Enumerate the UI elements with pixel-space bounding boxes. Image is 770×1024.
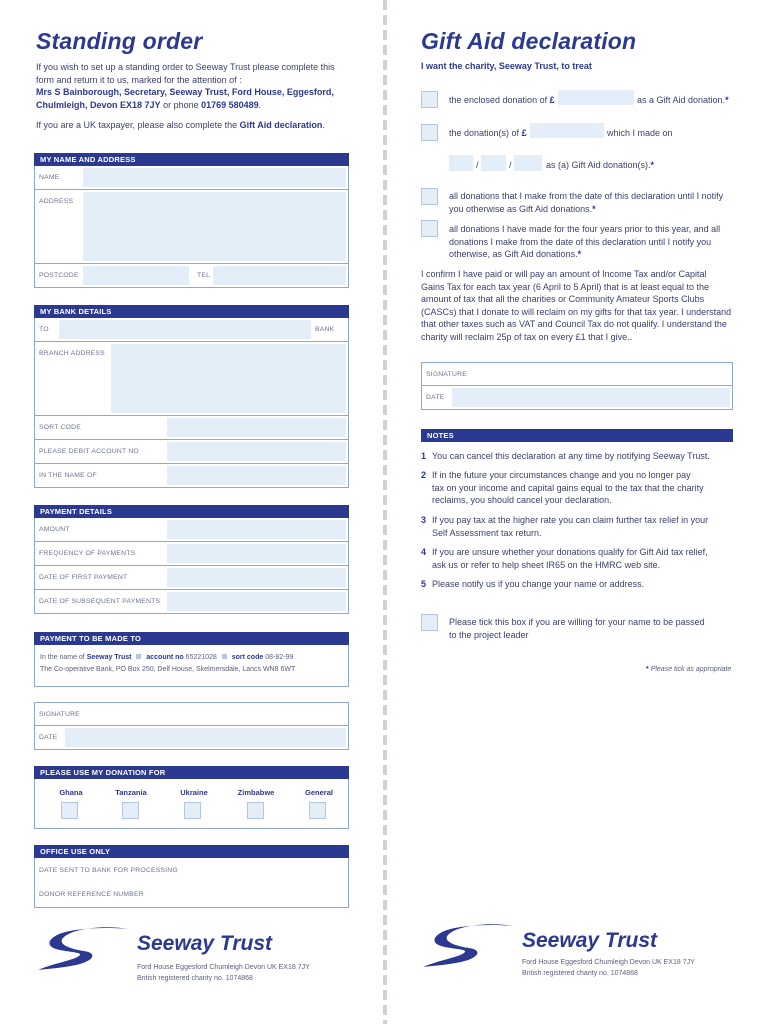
note-line: ask us or refer to help sheet IR65 on the HMRC web site. <box>432 559 661 570</box>
checkbox-enclosed-donation[interactable] <box>421 91 438 108</box>
donation-for-header: PLEASE USE MY DONATION FOR <box>34 766 349 779</box>
first-payment-label: DATE OF FIRST PAYMENT <box>39 574 128 581</box>
taxpayer-text: If you are a UK taxpayer, please also complete the <box>36 120 238 130</box>
brand-name-left: Seeway Trust <box>137 932 273 955</box>
period: . <box>322 120 325 130</box>
note-line: If in the future your circumstances change and you no longer pay <box>432 470 691 480</box>
date-slash-1: / <box>476 160 479 170</box>
date-day-field[interactable] <box>449 155 473 171</box>
office-use-box <box>34 858 349 908</box>
note-5 <box>421 578 751 591</box>
sort-code-value: 08-92-99 <box>265 654 294 661</box>
option1-suffix-wrap <box>637 94 729 107</box>
confirm-line: charity will reclaim 25p of tax on every £1 that I give.. <box>421 331 633 342</box>
date-sent-label: DATE SENT TO BANK FOR PROCESSING <box>39 867 178 874</box>
postcode-label: POSTCODE <box>39 272 79 279</box>
branch-address-label: BRANCH ADDRESS <box>39 350 105 357</box>
payee-name: Seeway Trust <box>86 654 132 661</box>
option1-suffix: as a Gift Aid donation. <box>637 95 726 105</box>
account-name-label: IN THE NAME OF <box>39 472 97 479</box>
checkbox-general[interactable] <box>309 802 326 819</box>
frequency-label: FREQUENCY OF PAYMENTS <box>39 550 136 557</box>
pound-sign: £ <box>549 95 555 105</box>
amount-label: AMOUNT <box>39 526 70 533</box>
first-payment-row <box>34 566 349 590</box>
option2-line <box>449 127 527 140</box>
note-line: tax on your income and capital gains equal to the tax that the charity <box>432 482 704 493</box>
sort-code-row <box>34 416 349 440</box>
bank-label: BANK <box>315 326 335 333</box>
donation-options-box <box>34 779 349 829</box>
or-phone-text: or phone <box>163 99 199 110</box>
gift-aid-date-label: DATE <box>426 394 445 401</box>
account-number: 65221028 <box>185 654 217 661</box>
option2-line2-wrap <box>546 159 654 172</box>
asterisk: * <box>592 203 596 214</box>
tick-note-text: Please tick as appropriate <box>650 666 732 673</box>
signature-row <box>34 702 349 726</box>
payment-details-header: PAYMENT DETAILS <box>34 505 349 518</box>
gift-aid-subtitle: I want the charity, Seeway Trust, to treat <box>421 61 592 71</box>
confirm-line: Gains Tax for each tax year (6 April to 5 April) that is at least equal to the <box>421 281 709 292</box>
address-field[interactable] <box>83 192 346 261</box>
note-line: If you are unsure whether your donations qualify for Gift Aid tax relief, <box>432 547 708 557</box>
standing-order-title: Standing order <box>36 28 203 54</box>
brand-address-left: Ford House Eggesford Chumleigh Devon UK EX18 7JY <box>137 964 310 971</box>
note-line: If you pay tax at the higher rate you can claim further tax relief in your <box>432 515 709 525</box>
checkbox-ghana[interactable] <box>61 802 78 819</box>
gift-aid-signature-row <box>421 362 733 386</box>
branch-address-field[interactable] <box>111 344 346 413</box>
enclosed-amount-field[interactable] <box>558 90 634 105</box>
address-line-1: Mrs S Bainborough, Secretary, Seeway Trust, Ford House, Eggesford, <box>36 87 334 97</box>
option1-line <box>449 94 555 107</box>
confirm-line: that other taxes such as VAT and Council Tax do not qualify. I understand the <box>421 319 727 329</box>
postcode-field[interactable] <box>83 266 189 285</box>
frequency-row <box>34 542 349 566</box>
pound-sign: £ <box>521 128 527 138</box>
payment-to-header: PAYMENT TO BE MADE TO <box>34 632 349 645</box>
option-label-zimbabwe: Zimbabwe <box>237 788 275 797</box>
date-row <box>34 726 349 750</box>
note-2 <box>421 469 751 505</box>
gift-aid-date-row <box>421 386 733 410</box>
bank-to-field[interactable] <box>59 320 311 339</box>
checkbox-project-leader[interactable] <box>421 614 438 631</box>
option3-text <box>449 190 749 215</box>
standing-order-intro <box>36 61 366 111</box>
confirm-line: amount of tax that all the charities or Community Amateur Sports Clubs <box>421 294 705 304</box>
intro-line-1: If you wish to set up a standing order to Seeway Trust please complete this <box>36 62 335 72</box>
option4-line2: donations I make from the date of this declaration until I notify you <box>449 236 712 247</box>
address-label: ADDRESS <box>39 198 74 205</box>
project-leader-line2: to the project leader <box>449 629 529 640</box>
note-text <box>432 546 708 571</box>
option-label-general: General <box>305 788 333 797</box>
note-line: Self Assessment tax return. <box>432 527 542 538</box>
gift-aid-signature-field[interactable] <box>472 365 730 383</box>
sort-code-label: SORT CODE <box>39 424 81 431</box>
name-label: NAME <box>39 174 60 181</box>
note-text: You can cancel this declaration at any time by notifying Seeway Trust. <box>432 451 710 461</box>
option-label-ghana: Ghana <box>59 788 83 797</box>
signature-field[interactable] <box>85 705 346 723</box>
brand-address-right: Ford House Eggesford Chumleigh Devon UK EX18 7JY <box>522 959 695 966</box>
project-leader-text <box>449 616 749 641</box>
confirm-line: (CASCs) that I donate to will reclaim on my gifts for that tax year. I understand <box>421 306 732 317</box>
date-month-field[interactable] <box>481 155 506 171</box>
note-text <box>432 514 708 539</box>
brand-charity-no-left: British registered charity no. 1074868 <box>137 975 253 982</box>
confirmation-text <box>421 268 751 343</box>
asterisk: * <box>650 160 655 170</box>
postcode-row <box>34 264 349 288</box>
option-label-tanzania: Tanzania <box>115 788 147 797</box>
gift-aid-link: Gift Aid declaration <box>239 120 323 130</box>
checkbox-ukraine[interactable] <box>184 802 201 819</box>
first-payment-field[interactable] <box>167 568 346 587</box>
debit-account-row <box>34 440 349 464</box>
subsequent-payment-label: DATE OF SUBSEQUENT PAYMENTS <box>39 598 161 605</box>
frequency-field[interactable] <box>167 544 346 563</box>
seeway-logo-icon <box>421 922 517 968</box>
to-label: TO <box>39 326 49 333</box>
option2-prefix: the donation(s) of <box>449 128 520 138</box>
checkbox-past-donations[interactable] <box>421 124 438 141</box>
amount-row <box>34 518 349 542</box>
account-no-label: account no <box>146 654 184 661</box>
period: . <box>258 99 262 110</box>
in-the-name-of-text: In the name of <box>40 654 85 661</box>
gift-aid-title: Gift Aid declaration <box>421 28 637 54</box>
checkbox-zimbabwe[interactable] <box>247 802 264 819</box>
address-line-2: Chulmleigh, Devon EX18 7JY <box>36 99 161 110</box>
note-number: 2 <box>421 470 427 480</box>
gift-aid-signature-label: SIGNATURE <box>426 371 467 378</box>
date-year-field[interactable] <box>514 155 542 171</box>
account-name-field[interactable] <box>167 466 346 485</box>
checkbox-tanzania[interactable] <box>122 802 139 819</box>
project-leader-line1: Please tick this box if you are willing for your name to be passed <box>449 617 705 627</box>
branch-address-row <box>34 342 349 416</box>
note-text <box>432 469 704 507</box>
option4-line3: otherwise, as Gift Aid donations. <box>449 249 578 259</box>
donor-ref-label: DONOR REFERENCE NUMBER <box>39 891 144 898</box>
past-amount-field[interactable] <box>530 123 604 138</box>
subsequent-payment-row <box>34 590 349 614</box>
note-1 <box>421 450 751 463</box>
signature-label: SIGNATURE <box>39 711 80 718</box>
address-row <box>34 190 349 264</box>
date-label: DATE <box>39 734 58 741</box>
bank-address-text: The Co-operative Bank, PO Box 250, Delf House, Skelmersdale, Lancs WN8 6WT <box>40 666 296 673</box>
option2-line2: as (a) Gift Aid donation(s). <box>546 160 651 170</box>
my-name-address-header: MY NAME AND ADDRESS <box>34 153 349 166</box>
note-number: 4 <box>421 547 427 557</box>
note-number: 5 <box>421 579 427 589</box>
amount-field[interactable] <box>167 520 346 539</box>
option2-suffix: which I made on <box>607 128 673 138</box>
bank-details-header: MY BANK DETAILS <box>34 305 349 318</box>
checkbox-four-years[interactable] <box>421 220 438 237</box>
name-row <box>34 166 349 190</box>
tel-label: TEL <box>197 272 211 279</box>
subsequent-payment-field[interactable] <box>167 592 346 611</box>
fold-divider <box>383 0 387 1024</box>
tick-note <box>646 666 731 673</box>
debit-account-label: PLEASE DEBIT ACCOUNT NO <box>39 448 139 455</box>
taxpayer-note <box>36 119 366 132</box>
note-3 <box>421 514 751 538</box>
separator-square <box>222 654 227 659</box>
tel-field[interactable] <box>213 266 346 285</box>
asterisk: * <box>577 249 582 259</box>
sort-code-text: sort code <box>231 654 264 661</box>
option4-text <box>449 223 749 261</box>
asterisk: * <box>725 95 729 105</box>
office-use-header: OFFICE USE ONLY <box>34 845 349 858</box>
asterisk: * <box>646 666 649 673</box>
date-field[interactable] <box>65 728 346 747</box>
name-field[interactable] <box>83 168 346 187</box>
option4-line1: all donations I have made for the four years prior to this year, and all <box>449 224 721 234</box>
brand-charity-no-right: British registered charity no. 1074868 <box>522 970 638 977</box>
payee-box <box>34 645 349 687</box>
note-number: 3 <box>421 515 427 525</box>
debit-account-field[interactable] <box>167 442 346 461</box>
option-label-ukraine: Ukraine <box>180 788 208 797</box>
bank-to-row <box>34 318 349 342</box>
note-number: 1 <box>421 451 427 461</box>
intro-line-2: form and return it to us, marked for the attention of : <box>36 74 242 85</box>
notes-header: NOTES <box>421 429 733 442</box>
phone-number: 01769 580489 <box>201 99 259 110</box>
option1-prefix: the enclosed donation of <box>449 95 548 105</box>
note-4 <box>421 546 751 570</box>
option3-line1: all donations that I make from the date of this declaration until I notify <box>449 191 724 201</box>
gift-aid-date-field[interactable] <box>452 388 730 407</box>
sort-code-field[interactable] <box>167 418 346 437</box>
seeway-logo-icon <box>36 925 132 971</box>
confirm-line: I confirm I have paid or will pay an amount of Income Tax and/or Capital <box>421 269 707 279</box>
note-text: Please notify us if you change your name or address. <box>432 579 645 589</box>
option3-line2: you otherwise as Gift Aid donations. <box>449 203 593 214</box>
brand-name-right: Seeway Trust <box>522 929 658 952</box>
separator-square <box>136 654 141 659</box>
date-slash-2: / <box>509 160 512 170</box>
account-name-row <box>34 464 349 488</box>
payee-line <box>40 654 293 661</box>
note-line: reclaims, you should cancel your declaration. <box>432 495 612 505</box>
checkbox-future-donations[interactable] <box>421 188 438 205</box>
